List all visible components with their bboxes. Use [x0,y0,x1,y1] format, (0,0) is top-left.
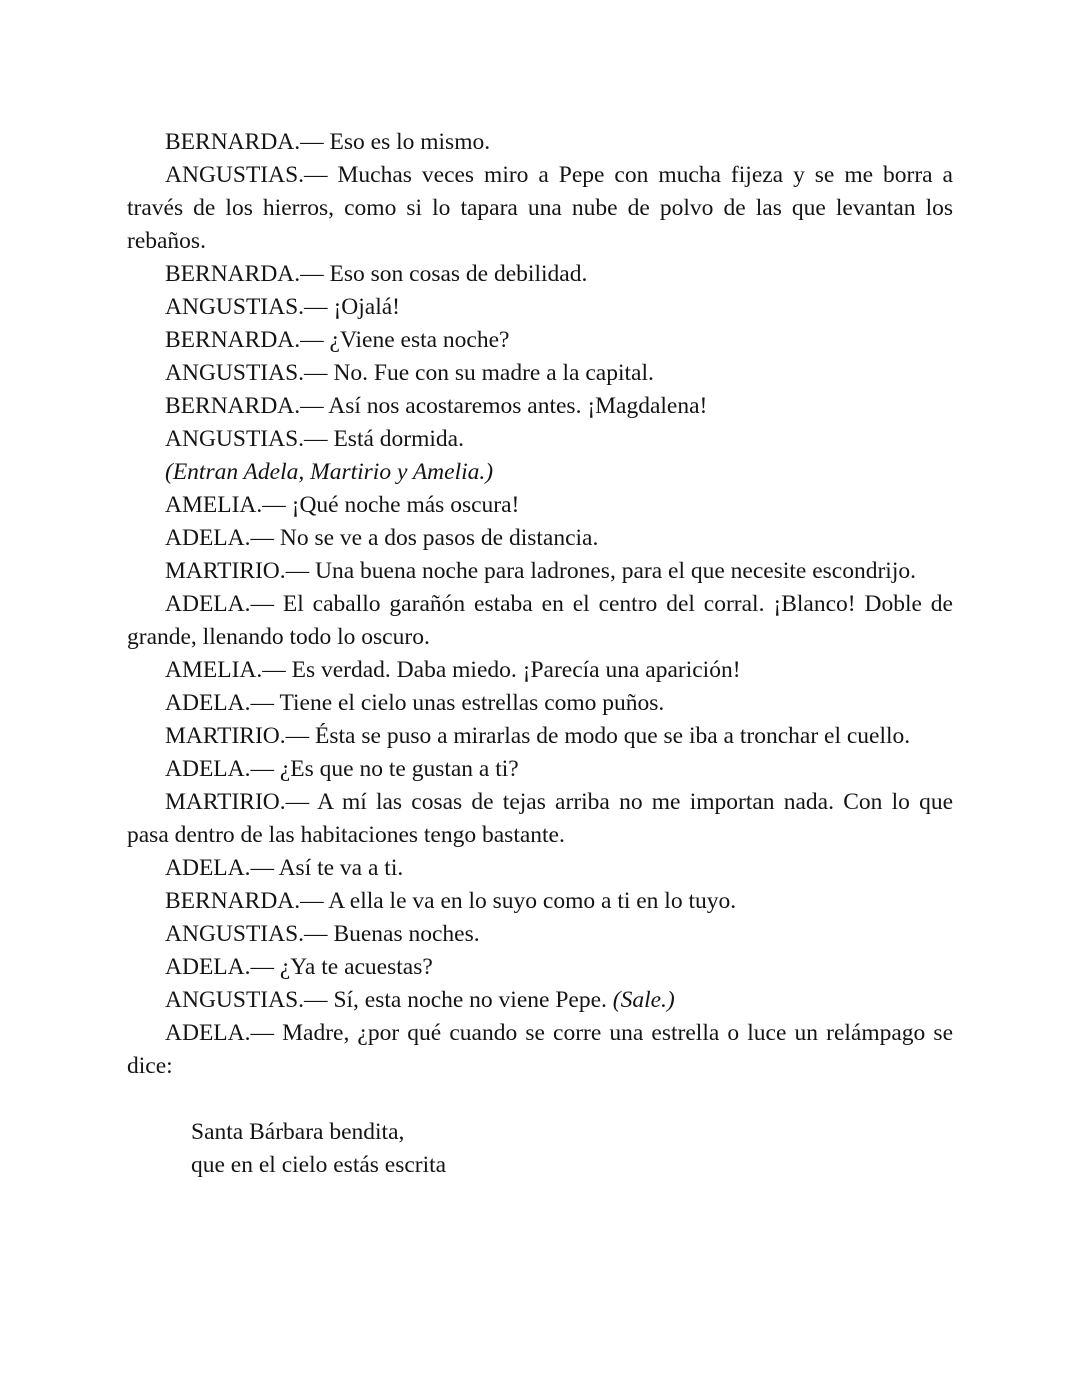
dialogue-text: ¿Ya te acuestas? [274,954,433,980]
dialogue-line [127,522,953,555]
dialogue-line [127,588,953,654]
dialogue-line [127,753,953,786]
speaker-name: BERNARDA.— [165,129,324,155]
speaker-name: MARTIRIO.— [165,723,310,749]
dialogue-line [127,885,953,918]
stage-direction: (Entran Adela, Martirio y Amelia.) [165,459,494,485]
speaker-name: BERNARDA.— [165,888,324,914]
speaker-name: ADELA.— [165,1020,274,1046]
dialogue-line [127,555,953,588]
dialogue-line [127,489,953,522]
dialogue-text: Eso es lo mismo. [323,129,491,155]
dialogue-text: Muchas veces miro a Pepe con mucha fijeza y se me borra a través de los hierros, como si lo tapara una nube de polvo de las que levantan los rebaños. [127,162,953,254]
verse-line: que en el cielo estás escrita [191,1152,447,1178]
dialogue-text: Está dormida. [327,426,464,452]
dialogue-text: No. Fue con su madre a la capital. [327,360,654,386]
speaker-name: ANGUSTIAS.— [165,294,328,320]
dialogue-text: A mí las cosas de tejas arriba no me importan nada. Con lo que pasa dentro de las habitaciones tengo bastante. [127,789,953,848]
speaker-name: ADELA.— [165,690,274,716]
dialogue-text: ¿Viene esta noche? [323,327,510,353]
dialogue-line [127,918,953,951]
dialogue-line [127,786,953,852]
dialogue-line [127,687,953,720]
dialogue-line [127,654,953,687]
dialogue-text: Una buena noche para ladrones, para el que necesite escondrijo. [309,558,916,584]
document-page [127,126,953,1182]
dialogue-text: No se ve a dos pasos de distancia. [274,525,599,551]
speaker-name: AMELIA.— [165,492,286,518]
speaker-name: ANGUSTIAS.— [165,426,328,452]
dialogue-text: Así nos acostaremos antes. ¡Magdalena! [323,393,708,419]
speaker-name: ANGUSTIAS.— [165,360,328,386]
speaker-name: ADELA.— [165,855,274,881]
dialogue-text: Buenas noches. [327,921,480,947]
dialogue-line [127,852,953,885]
dialogue-line [127,159,953,258]
dialogue-line [127,126,953,159]
dialogue-text: Así te va a ti. [274,855,404,881]
dialogue-line [127,984,953,1017]
dialogue-text: Ésta se puso a mirarlas de modo que se iba a tronchar el cuello. [309,723,911,749]
dialogue-line [127,324,953,357]
speaker-name: BERNARDA.— [165,393,324,419]
speaker-name: ADELA.— [165,954,274,980]
dialogue-text: ¿Es que no te gustan a ti? [274,756,519,782]
dialogue-text: El caballo garañón estaba en el centro del corral. ¡Blanco! Doble de grande, llenando todo lo oscuro. [127,591,953,650]
dialogue-text: ¡Ojalá! [327,294,400,320]
dialogue-line [127,423,953,456]
speaker-name: ANGUSTIAS.— [165,987,328,1013]
speaker-name: BERNARDA.— [165,261,324,287]
dialogue-text: Sí, esta noche no viene Pepe. [327,987,613,1013]
dialogue-text: ¡Qué noche más oscura! [285,492,520,518]
speaker-name: ANGUSTIAS.— [165,921,328,947]
dialogue-text: Es verdad. Daba miedo. ¡Parecía una aparición! [285,657,741,683]
speaker-name: MARTIRIO.— [165,789,310,815]
dialogue-line [127,291,953,324]
speaker-name: ADELA.— [165,591,274,617]
speaker-name: ANGUSTIAS.— [165,162,328,188]
dialogue-line [127,390,953,423]
speaker-name: ADELA.— [165,756,274,782]
dialogue-text: Eso son cosas de debilidad. [323,261,588,287]
verse-line: Santa Bárbara bendita, [191,1119,405,1145]
dialogue-text: Tiene el cielo unas estrellas como puños. [274,690,665,716]
dialogue-line [127,951,953,984]
speaker-name: ADELA.— [165,525,274,551]
dialogue-line [127,1017,953,1083]
stage-aside: (Sale.) [612,987,675,1013]
dialogue-line [127,720,953,753]
dialogue-text: A ella le va en lo suyo como a ti en lo tuyo. [323,888,737,914]
dialogue-line [127,258,953,291]
speaker-name: BERNARDA.— [165,327,324,353]
speaker-name: MARTIRIO.— [165,558,310,584]
dialogue-text: Madre, ¿por qué cuando se corre una estrella o luce un relámpago se dice: [127,1020,953,1079]
verse-block [127,1116,953,1182]
dialogue-line [127,357,953,390]
speaker-name: AMELIA.— [165,657,286,683]
